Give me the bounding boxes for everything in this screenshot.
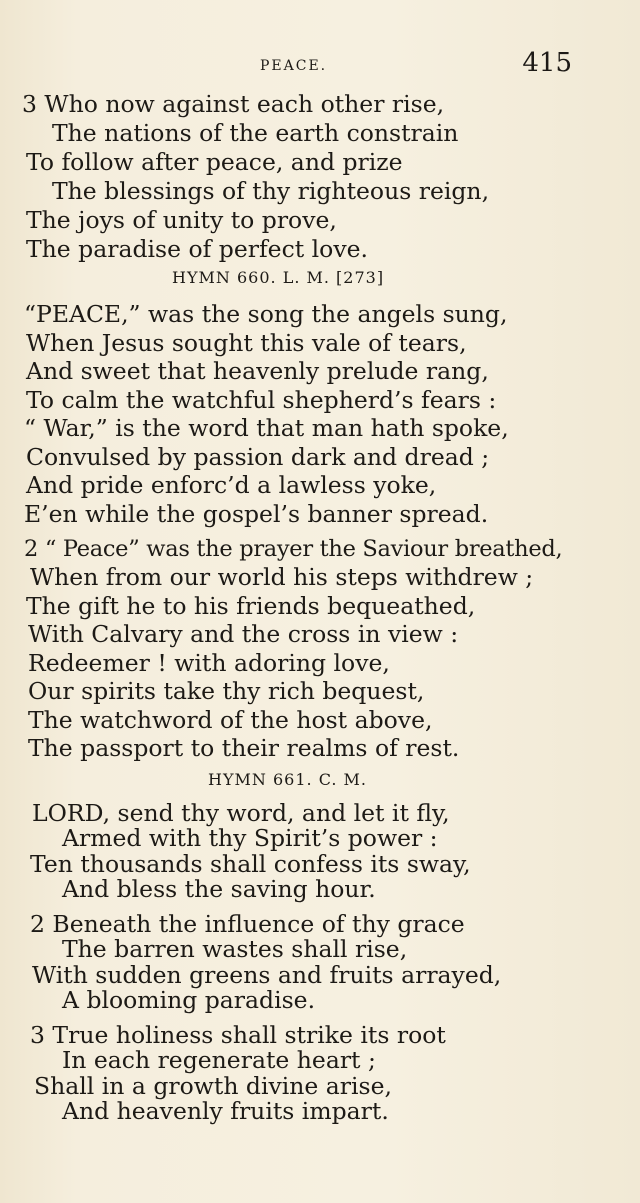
stanza-line: And pride enforc’d a lawless yoke, xyxy=(26,471,437,499)
stanza-line: In each regenerate heart ; xyxy=(62,1046,376,1074)
stanza-line: Ten thousands shall confess its sway, xyxy=(30,850,471,878)
page-number: 415 xyxy=(522,48,572,78)
stanza-line: 3 Who now against each other rise, xyxy=(22,90,445,118)
stanza-line: LORD, send thy word, and let it fly, xyxy=(32,799,450,827)
stanza-line: 2 “ Peace” was the prayer the Saviour breathed, xyxy=(24,536,563,562)
stanza-line: A blooming paradise. xyxy=(62,986,316,1014)
hymn-heading: HYMN 661. C. M. xyxy=(208,770,368,789)
stanza-line: The paradise of perfect love. xyxy=(26,235,368,263)
stanza-line: And sweet that heavenly prelude rang, xyxy=(26,357,489,385)
stanza-line: Our spirits take thy rich bequest, xyxy=(28,677,425,705)
stanza-line: Convulsed by passion dark and dread ; xyxy=(26,443,490,471)
stanza-line: “PEACE,” was the song the angels sung, xyxy=(24,300,508,328)
hymn-heading: HYMN 660. L. M. [273] xyxy=(172,268,385,287)
stanza-line: 2 Beneath the influence of thy grace xyxy=(30,910,465,938)
stanza-line: Shall in a growth divine arise, xyxy=(34,1072,392,1100)
stanza-line: And heavenly fruits impart. xyxy=(62,1097,389,1125)
stanza-line: E’en while the gospel’s banner spread. xyxy=(24,500,489,528)
stanza-line: When Jesus sought this vale of tears, xyxy=(26,329,467,357)
stanza-line: Redeemer ! with adoring love, xyxy=(28,649,390,677)
running-head: PEACE. xyxy=(260,58,328,74)
stanza-line: And bless the saving hour. xyxy=(62,875,376,903)
stanza-line: With sudden greens and fruits arrayed, xyxy=(32,961,502,989)
stanza-line: The watchword of the host above, xyxy=(28,706,433,734)
stanza-line: When from our world his steps withdrew ; xyxy=(30,563,534,591)
stanza-line: To calm the watchful shepherd’s fears : xyxy=(26,386,497,414)
stanza-line: Armed with thy Spirit’s power : xyxy=(62,824,438,852)
stanza-line: The passport to their realms of rest. xyxy=(28,734,460,762)
stanza-line: With Calvary and the cross in view : xyxy=(28,620,459,648)
stanza-line: 3 True holiness shall strike its root xyxy=(30,1021,446,1049)
stanza-line: The gift he to his friends bequeathed, xyxy=(26,592,476,620)
stanza-line: The barren wastes shall rise, xyxy=(62,935,408,963)
stanza-line: The blessings of thy righteous reign, xyxy=(52,177,490,205)
stanza-line: The joys of unity to prove, xyxy=(26,206,337,234)
stanza-line: The nations of the earth constrain xyxy=(52,119,459,147)
stanza-line: To follow after peace, and prize xyxy=(26,148,403,176)
stanza-line: “ War,” is the word that man hath spoke, xyxy=(24,414,509,442)
